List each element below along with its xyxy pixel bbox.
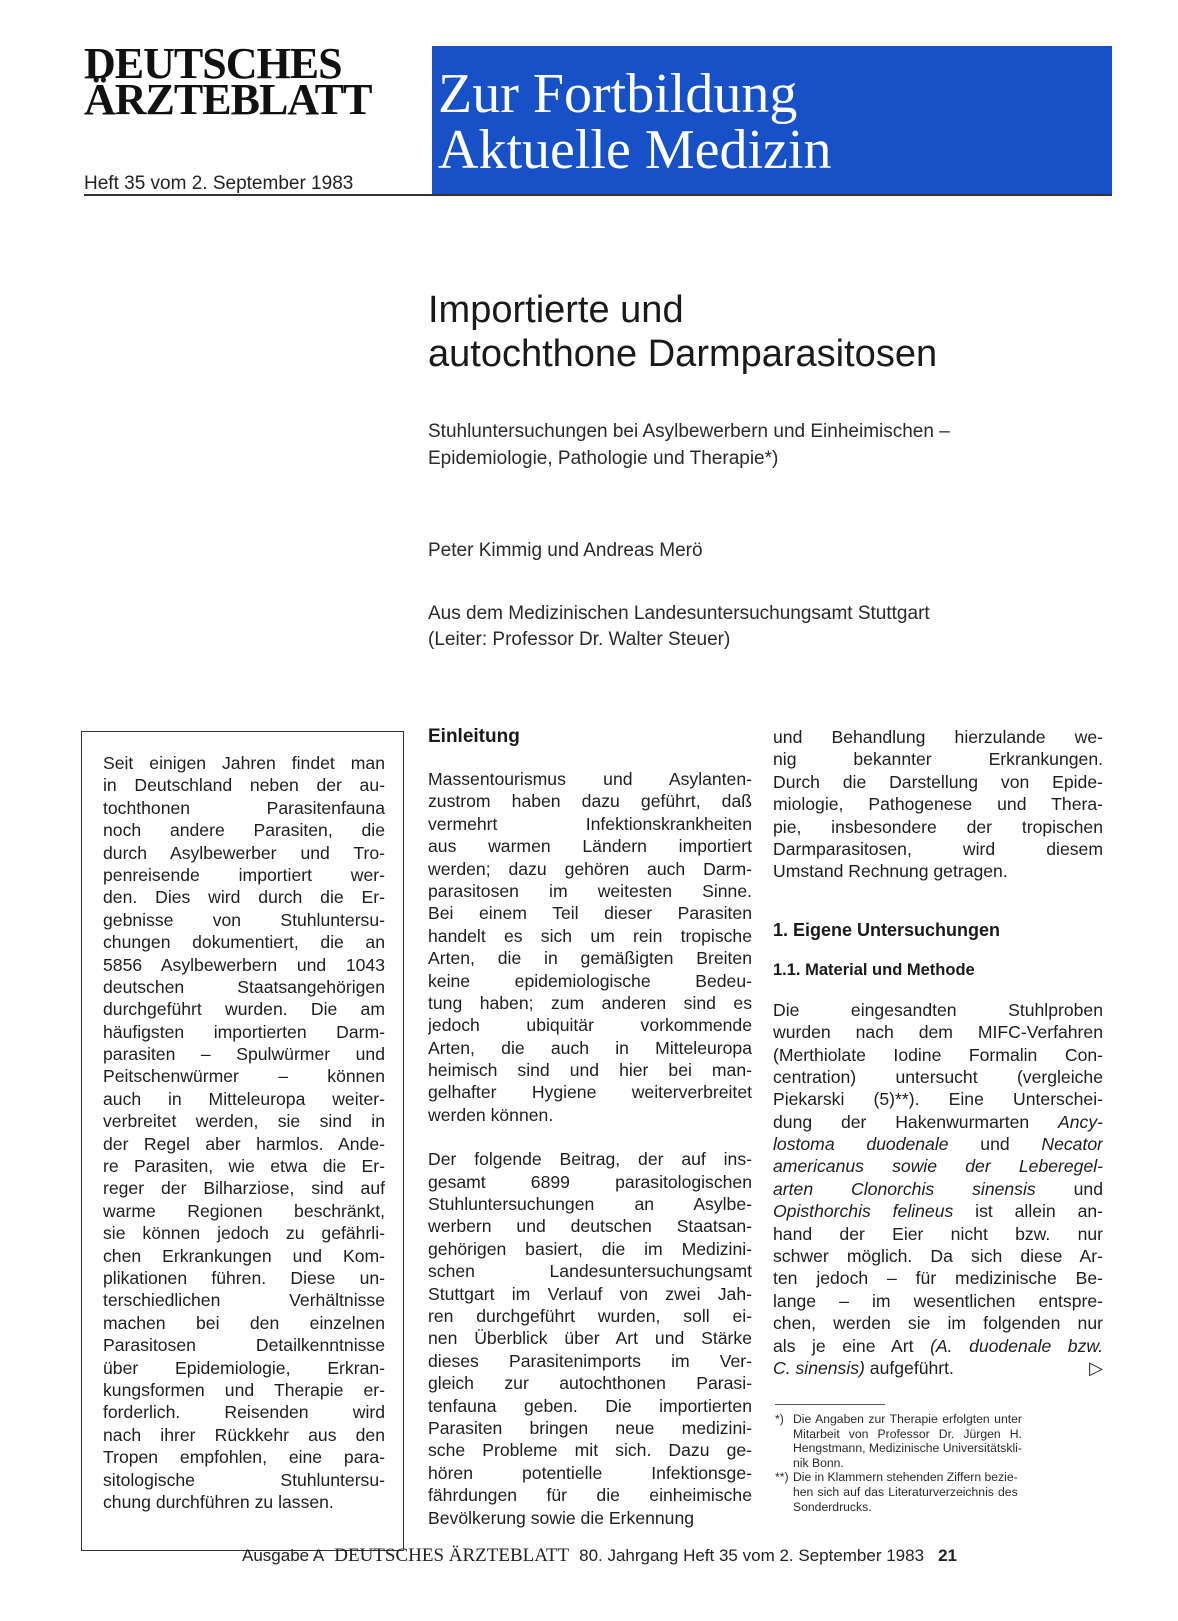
text-line: Durch die Darstellung von Epide-	[773, 771, 1103, 792]
text-line: nig bekannter Erkrankungen.	[773, 749, 1103, 770]
text-line: lange – im wesentlichen entspre-	[773, 1290, 1103, 1311]
column-1	[428, 726, 752, 1529]
footnote-text	[793, 1412, 1022, 1470]
text-line: Stuhluntersuchungen an Asylbe-	[428, 1194, 752, 1215]
text-line: parasitosen im weitesten Sinne.	[428, 880, 752, 901]
text-line	[773, 1200, 1103, 1222]
text-line: schen Landesuntersuchungsamt	[428, 1261, 752, 1282]
text-line: sche Probleme mit sich. Dazu ge-	[428, 1440, 752, 1461]
text-line: chungen dokumentiert, die an	[103, 932, 385, 953]
text-line: tenfauna geben. Die importierten	[428, 1395, 752, 1416]
page-number: 21	[938, 1546, 957, 1565]
footnotes	[775, 1412, 1105, 1514]
text-line: Umstand Rechnung getragen.	[773, 861, 1008, 882]
article-title	[428, 288, 937, 376]
text-line: Peitschenwürmer – können	[103, 1066, 385, 1087]
text-line: vermehrt Infektionskrankheiten	[428, 813, 752, 834]
text-line: Parasitosen Detailkenntnisse	[103, 1335, 385, 1356]
text-line: hören potentielle Infektionsge-	[428, 1462, 752, 1483]
text-line: jedoch ubiquitär vorkommende	[428, 1015, 752, 1036]
title-line-2: autochthone Darmparasitosen	[428, 333, 938, 375]
text-line: nach ihrer Rückkehr aus den	[103, 1424, 385, 1445]
footer-edition: Ausgabe A	[242, 1546, 325, 1565]
banner-line-1: Zur Fortbildung	[438, 63, 798, 125]
text-line: auch in Mitteleuropa weiter-	[103, 1088, 385, 1109]
text-line: Der folgende Beitrag, der auf ins-	[428, 1149, 752, 1170]
text-line: Arten, die in gemäßigten Breiten	[428, 948, 752, 969]
text-line: keine epidemiologische Bedeu-	[428, 970, 752, 991]
text-span: ist allein an-	[953, 1201, 1103, 1222]
subtitle-line-1: Stuhluntersuchungen bei Asylbewerbern und Einheimischen –	[428, 421, 950, 442]
footer-brand: DEUTSCHES ÄRZTEBLATT	[334, 1545, 570, 1566]
text-line: nen Überblick über Art und Stärke	[428, 1328, 752, 1349]
text-span: und	[1035, 1178, 1103, 1199]
subsection-heading-material-method: 1.1. Material und Methode	[773, 960, 975, 979]
text-line: wurden nach dem MIFC-Verfahren	[773, 1022, 1103, 1043]
abstract-box	[81, 731, 404, 1551]
species-name: Necator	[1041, 1134, 1103, 1155]
text-line: Massentourismus und Asylanten-	[428, 769, 752, 789]
header-rule	[84, 194, 1112, 196]
footer-issue: 80. Jahrgang Heft 35 vom 2. September 1983	[579, 1546, 925, 1565]
species-name: arten Clonorchis sinensis	[773, 1178, 1036, 1199]
article-affiliation	[428, 601, 930, 653]
text-line: (Merthiolate Iodine Formalin Con-	[773, 1044, 1103, 1065]
text-line: Bevölkerung sowie die Erkennung	[428, 1507, 695, 1528]
footnote-line: hen sich auf das Literaturverzeichnis des	[793, 1484, 1018, 1499]
text-line: sie können jedoch zu gefährli-	[103, 1223, 385, 1244]
footnote-text	[793, 1470, 1018, 1514]
section-heading-own-investigations: 1. Eigene Untersuchungen	[773, 919, 1001, 940]
footnote-line: nik Bonn.	[793, 1455, 844, 1470]
text-line: Stuttgart im Verlauf von zwei Jah-	[428, 1283, 752, 1304]
species-name: C. sinensis)	[773, 1357, 865, 1378]
text-span: dung der Hakenwurmarten	[773, 1111, 1059, 1132]
text-line: Piekarski (5)**). Eine Unterschei-	[773, 1089, 1103, 1110]
footnote-line: Hengstmann, Medizinische Universitätskli-	[793, 1441, 1022, 1456]
text-line	[773, 1111, 1103, 1133]
text-line: der Regel aber harmlos. Ande-	[103, 1133, 385, 1154]
text-line: chung durchführen zu lassen.	[103, 1491, 334, 1512]
text-line: zustrom haben dazu geführt, daß	[428, 791, 752, 812]
text-line: schwer möglich. Da sich diese Ar-	[773, 1246, 1103, 1267]
intro-paragraph-2	[428, 1148, 752, 1529]
text-line: häufigsten importierten Darm-	[103, 1021, 385, 1042]
masthead-line-2: ÄRZTEBLATT	[84, 75, 372, 124]
footnote-line: Sonderdrucks.	[793, 1499, 872, 1514]
text-line: parasiten – Spulwürmer und	[103, 1044, 385, 1065]
text-line: pie, insbesondere der tropischen	[773, 816, 1103, 837]
text-line: noch andere Parasiten, die	[103, 820, 385, 841]
footnote-rule	[775, 1404, 885, 1405]
text-span: aufgeführt.	[864, 1357, 954, 1378]
species-name: (A. duodenale bzw.	[930, 1335, 1103, 1356]
text-line: americanus sowie der Leberegel-	[773, 1156, 1103, 1177]
text-line: chen Erkrankungen und Kom-	[103, 1245, 385, 1266]
text-line: ren durchgeführt wurden, soll ei-	[428, 1305, 752, 1326]
text-line: fährdungen für die einheimische	[428, 1485, 752, 1506]
text-line: reger der Bilharziose, sind auf	[103, 1178, 385, 1199]
text-line: Die eingesandten Stuhlproben	[773, 999, 1103, 1020]
text-line	[773, 1357, 1103, 1379]
section-heading-introduction: Einleitung	[428, 726, 520, 747]
footnote-line: Die Angaben zur Therapie erfolgten unter	[793, 1412, 1022, 1426]
text-line: verbreitet werden, sie sind in	[103, 1111, 385, 1132]
text-line: den. Dies wird durch die Er-	[103, 887, 385, 908]
text-line: Parasiten bringen neue medizini-	[428, 1417, 752, 1438]
text-line: durchgeführt wurden. Die am	[103, 999, 385, 1020]
text-line: hand der Eier nicht bzw. nur	[773, 1223, 1103, 1244]
banner-line-2: Aktuelle Medizin	[438, 119, 832, 181]
text-line	[773, 1178, 1103, 1200]
text-line: deutschen Staatsangehörigen	[103, 976, 385, 997]
text-line: aus warmen Ländern importiert	[428, 836, 752, 857]
text-line: Bei einem Teil dieser Parasiten	[428, 903, 752, 924]
text-line: gebnisse von Stuhluntersu-	[103, 909, 385, 930]
continue-arrow-icon: ▷	[1089, 1357, 1103, 1378]
text-line: gleich zur autochthonen Parasi-	[428, 1373, 752, 1394]
text-line: gelhafter Hygiene weiterverbreitet	[428, 1082, 752, 1103]
text-line: und Behandlung hierzulande we-	[773, 727, 1103, 747]
footnote	[775, 1412, 1105, 1470]
footnote-line: Mitarbeit von Professor Dr. Jürgen H.	[793, 1426, 1022, 1441]
affiliation-line-2: (Leiter: Professor Dr. Walter Steuer)	[428, 629, 731, 650]
text-span: als je eine Art	[773, 1335, 931, 1356]
footnote-mark: *)	[775, 1412, 784, 1426]
method-paragraph	[773, 999, 1103, 1380]
text-line: Tropen empfohlen, eine para-	[103, 1447, 385, 1468]
text-line: Arten, die auch in Mitteleuropa	[428, 1037, 752, 1058]
masthead-line-1: DEUTSCHES	[84, 39, 342, 88]
text-line: werbern und deutschen Staatsan-	[428, 1216, 752, 1237]
intro-paragraph-3	[773, 726, 1103, 883]
text-line: warme Regionen beschränkt,	[103, 1200, 385, 1221]
text-line: gehörigen basiert, die im Medizini-	[428, 1238, 752, 1259]
text-line: ten jedoch – für medizinische Be-	[773, 1268, 1103, 1289]
text-line: penreisende importiert wer-	[103, 864, 385, 885]
text-line: machen bei den einzelnen	[103, 1312, 385, 1333]
text-line: dieses Parasitenimports im Ver-	[428, 1350, 752, 1371]
article-subtitle	[428, 418, 950, 472]
text-line: chen, werden sie im folgenden nur	[773, 1313, 1103, 1334]
text-line: plikationen führen. Diese un-	[103, 1267, 385, 1288]
text-line: tochthonen Parasitenfauna	[103, 797, 385, 818]
text-line: terschiedlichen Verhältnisse	[103, 1290, 385, 1311]
species-name: Opisthorchis felineus	[773, 1201, 954, 1222]
text-line: durch Asylbewerber und Tro-	[103, 842, 385, 863]
issue-date: Heft 35 vom 2. September 1983	[84, 173, 354, 194]
text-line: forderlich. Reisenden wird	[103, 1402, 385, 1423]
text-line: gesamt 6899 parasitologischen	[428, 1171, 752, 1192]
text-line: Seit einigen Jahren findet man	[103, 753, 385, 773]
column-2	[773, 726, 1103, 1379]
article-authors: Peter Kimmig und Andreas Merö	[428, 540, 703, 561]
footnote	[775, 1470, 1105, 1514]
intro-paragraph-1	[428, 768, 752, 1126]
text-line	[773, 1133, 1103, 1155]
masthead-logo	[84, 39, 372, 124]
species-name: Ancy-	[1058, 1111, 1103, 1132]
text-line: miologie, Pathogenese und Thera-	[773, 794, 1103, 815]
text-line: sitologische Stuhluntersu-	[103, 1469, 385, 1490]
text-span: und	[948, 1134, 1042, 1155]
species-name: lostoma duodenale	[773, 1134, 949, 1155]
text-line: Darmparasitosen, wird diesem	[773, 838, 1103, 859]
text-line: handelt es sich um rein tropische	[428, 925, 752, 946]
footnote-mark: **)	[775, 1470, 789, 1485]
section-banner	[432, 46, 1112, 194]
subtitle-line-2: Epidemiologie, Pathologie und Therapie*)	[428, 448, 779, 469]
text-line: kungsformen und Therapie er-	[103, 1379, 385, 1400]
affiliation-line-1: Aus dem Medizinischen Landesuntersuchungsamt Stuttgart	[428, 603, 930, 624]
text-line: werden; dazu gehören auch Darm-	[428, 858, 752, 879]
page-footer	[242, 1545, 1112, 1567]
text-line: 5856 Asylbewerbern und 1043	[103, 954, 385, 975]
text-line: werden können.	[428, 1104, 554, 1125]
text-line: heimisch sind und hier bei man-	[428, 1060, 752, 1081]
text-line: centration) untersucht (vergleiche	[773, 1066, 1103, 1087]
text-line: in Deutschland neben der au-	[103, 775, 385, 796]
footnote-line: Die in Klammern stehenden Ziffern bezie-	[793, 1470, 1018, 1485]
text-line	[773, 1335, 1103, 1357]
text-line: re Parasiten, wie etwa die Er-	[103, 1156, 385, 1177]
text-line: tung haben; zum anderen sind es	[428, 992, 752, 1013]
title-line-1: Importierte und	[428, 289, 684, 331]
text-line: über Epidemiologie, Erkran-	[103, 1357, 385, 1378]
